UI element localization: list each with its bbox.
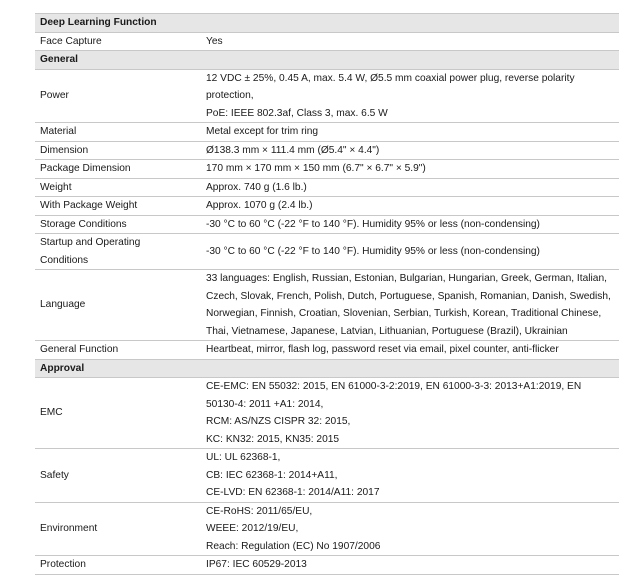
spec-value-line: PoE: IEEE 802.3af, Class 3, max. 6.5 W xyxy=(206,107,388,119)
spec-label-line: Face Capture xyxy=(40,35,102,47)
spec-value xyxy=(201,378,619,449)
spec-value-line: Thai, Vietnamese, Japanese, Latvian, Lithuanian, Portuguese (Brazil), Ukrainian xyxy=(206,325,568,337)
spec-row xyxy=(35,141,619,160)
spec-value-line: -30 °C to 60 °C (-22 °F to 140 °F). Humidity 95% or less (non-condensing) xyxy=(206,245,540,257)
spec-value-line: Czech, Slovak, French, Polish, Dutch, Portuguese, Spanish, Romanian, Danish, Swedish, xyxy=(206,290,611,302)
spec-row xyxy=(35,270,619,341)
spec-value-line: WEEE: 2012/19/EU, xyxy=(206,523,299,534)
spec-value-line: Metal except for trim ring xyxy=(206,126,319,137)
spec-value-line: 12 VDC ± 25%, 0.45 A, max. 5.4 W, Ø5.5 mm coaxial power plug, reverse polarity xyxy=(206,72,575,84)
spec-value-line: -30 °C to 60 °C (-22 °F to 140 °F). Humidity 95% or less (non-condensing) xyxy=(206,218,540,230)
spec-value-line: Heartbeat, mirror, flash log, password reset via email, pixel counter, anti-flicker xyxy=(206,344,559,355)
spec-label xyxy=(35,123,201,142)
spec-label-line: Environment xyxy=(40,523,98,534)
spec-row xyxy=(35,215,619,234)
spec-value-line: Reach: Regulation (EC) No 1907/2006 xyxy=(206,540,381,552)
section-title: Deep Learning Function xyxy=(35,14,619,33)
spec-row xyxy=(35,160,619,179)
spec-label xyxy=(35,270,201,341)
spec-value-line: CB: IEC 62368-1: 2014+A11, xyxy=(206,469,338,481)
spec-value xyxy=(201,32,619,51)
spec-row xyxy=(35,378,619,449)
spec-label xyxy=(35,141,201,160)
spec-label xyxy=(35,341,201,360)
spec-label-line: Storage Conditions xyxy=(40,218,127,230)
spec-value-line: CE-LVD: EN 62368-1: 2014/A11: 2017 xyxy=(206,487,380,498)
spec-value xyxy=(201,234,619,270)
section-header xyxy=(35,359,619,378)
spec-value-line: Norwegian, Finnish, Croatian, Slovenian, Serbian, Turkish, Korean, Traditional Chinese, xyxy=(206,308,602,319)
spec-value xyxy=(201,69,619,123)
spec-label xyxy=(35,215,201,234)
spec-label xyxy=(35,378,201,449)
spec-row xyxy=(35,123,619,142)
spec-label-line: Package Dimension xyxy=(40,163,131,174)
spec-table-body xyxy=(35,14,619,575)
spec-value-line: Yes xyxy=(206,35,223,47)
spec-label-line: EMC xyxy=(40,407,63,419)
spec-sheet xyxy=(35,13,619,575)
spec-label-line: With Package Weight xyxy=(40,200,138,211)
spec-row xyxy=(35,556,619,575)
spec-label-line: Conditions xyxy=(40,254,89,266)
spec-value-line: RCM: AS/NZS CISPR 32: 2015, xyxy=(206,416,351,427)
spec-value xyxy=(201,502,619,556)
spec-label-line: Power xyxy=(40,90,69,101)
spec-label-line: Language xyxy=(40,299,86,311)
spec-label-line: Protection xyxy=(40,559,86,570)
spec-value xyxy=(201,449,619,503)
spec-label xyxy=(35,502,201,556)
spec-row xyxy=(35,502,619,556)
spec-value-line: 170 mm × 170 mm × 150 mm (6.7" × 6.7" × 5.9") xyxy=(206,163,426,174)
spec-label xyxy=(35,32,201,51)
spec-label xyxy=(35,160,201,179)
spec-label xyxy=(35,197,201,216)
spec-label xyxy=(35,449,201,503)
spec-value-line: IP67: IEC 60529-2013 xyxy=(206,559,307,570)
spec-table xyxy=(35,13,619,575)
spec-value xyxy=(201,341,619,360)
spec-value-line: 50130-4: 2011 +A1: 2014, xyxy=(206,398,324,410)
spec-value-line: 33 languages: English, Russian, Estonian, Bulgarian, Hungarian, Greek, German, Italian, xyxy=(206,273,607,284)
spec-label xyxy=(35,556,201,575)
spec-label-line: Dimension xyxy=(40,144,89,156)
spec-value-line: protection, xyxy=(206,90,254,101)
section-title: General xyxy=(35,51,619,70)
spec-row xyxy=(35,69,619,123)
spec-value-line: Approx. 740 g (1.6 lb.) xyxy=(206,181,307,193)
spec-value xyxy=(201,178,619,197)
spec-value-line: KC: KN32: 2015, KN35: 2015 xyxy=(206,433,340,445)
spec-label xyxy=(35,69,201,123)
spec-value xyxy=(201,141,619,160)
spec-row xyxy=(35,234,619,270)
spec-label xyxy=(35,234,201,270)
spec-value-line: CE-EMC: EN 55032: 2015, EN 61000-3-2:2019, EN 61000-3-3: 2013+A1:2019, EN xyxy=(206,381,582,392)
section-header xyxy=(35,14,619,33)
section-header xyxy=(35,51,619,70)
spec-value-line: UL: UL 62368-1, xyxy=(206,452,281,463)
spec-value xyxy=(201,123,619,142)
spec-value-line: Approx. 1070 g (2.4 lb.) xyxy=(206,200,313,211)
spec-value-line: CE-RoHS: 2011/65/EU, xyxy=(206,505,313,517)
spec-row xyxy=(35,32,619,51)
spec-label-line: Startup and Operating xyxy=(40,237,141,248)
spec-row xyxy=(35,341,619,360)
spec-value-line: Ø138.3 mm × 111.4 mm (Ø5.4" × 4.4") xyxy=(206,144,380,156)
section-title: Approval xyxy=(35,359,619,378)
spec-value xyxy=(201,270,619,341)
spec-label-line: General Function xyxy=(40,344,119,355)
spec-row xyxy=(35,178,619,197)
spec-value xyxy=(201,160,619,179)
spec-label xyxy=(35,178,201,197)
spec-value xyxy=(201,556,619,575)
spec-label-line: Weight xyxy=(40,181,72,193)
spec-row xyxy=(35,197,619,216)
spec-row xyxy=(35,449,619,503)
spec-label-line: Safety xyxy=(40,469,69,481)
spec-value xyxy=(201,215,619,234)
spec-value xyxy=(201,197,619,216)
spec-label-line: Material xyxy=(40,126,77,137)
